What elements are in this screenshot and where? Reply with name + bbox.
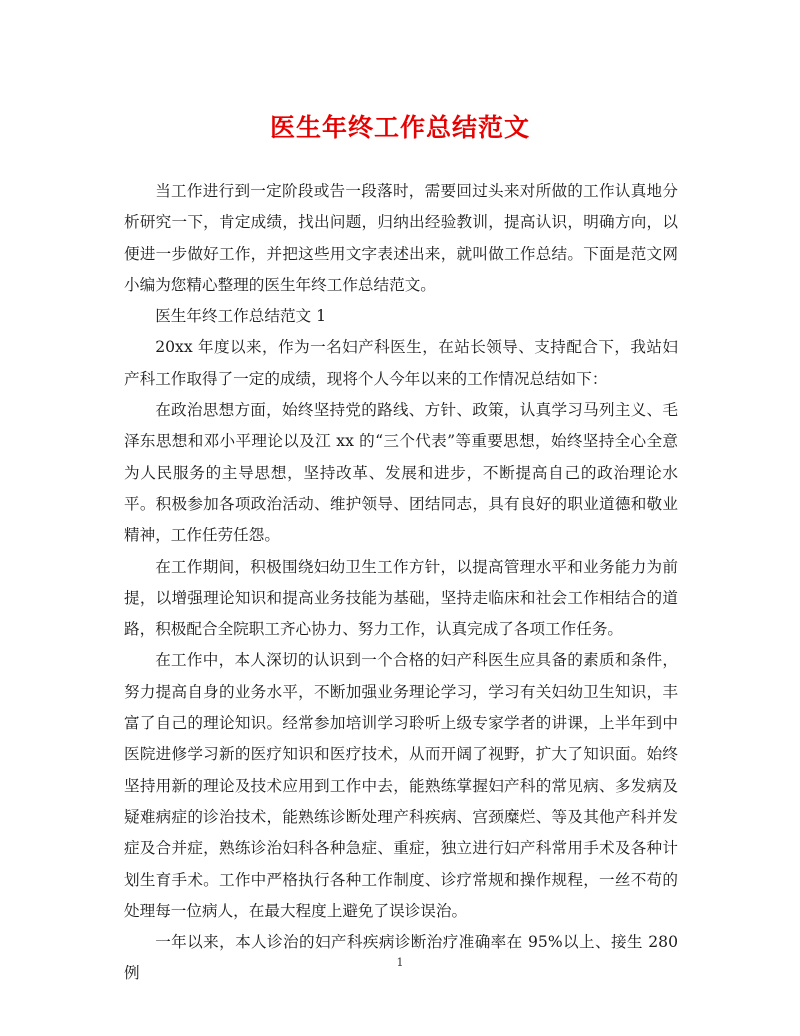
paragraph-year-summary: 一年以来，本人诊治的妇产科疾病诊断治疗准确率在 95%以上、接生 280 例 (124, 933, 678, 983)
document-title: 医生年终工作总结范文 (269, 113, 530, 142)
page-number: 1 (396, 956, 404, 969)
paragraph-overview: 20xx 年度以来，作为一名妇产科医生，在站长领导、支持配合下，我站妇产科工作取得了一定的成绩，现将个人今年以来的工作情况总结如下： (124, 338, 678, 388)
paragraph-intro: 当工作进行到一定阶段或告一段落时，需要回过头来对所做的工作认真地分析研究一下，肯定成绩，找出问题，归纳出经验教训，提高认识，明确方向，以便进一步做好工作，并把这些用文字表述出来，就叫做工作总结。下面是范文网小编为您精心整理的医生年终工作总结范文。 (124, 182, 678, 294)
paragraph-political: 在政治思想方面，始终坚持党的路线、方针、政策，认真学习马列主义、毛泽东思想和邓小平理论以及江 xx 的“三个代表”等重要思想，始终坚持全心全意为人民服务的主导思想，坚持改革、发展和进步，不断提高自己的政治理论水平。积极参加各项政治活动、维护领导、团结同志，具有良好的职业道德和敬业精神，工作任劳任怨。 (124, 401, 678, 545)
document-body (124, 176, 678, 990)
paragraph-work-period: 在工作期间，积极围绕妇幼卫生工作方针，以提高管理水平和业务能力为前提，以增强理论知识和提高业务技能为基础，坚持走临床和社会工作相结合的道路，积极配合全院职工齐心协力、努力工作，认真完成了各项工作任务。 (124, 557, 678, 639)
paragraph-work-detail: 在工作中，本人深切的认识到一个合格的妇产科医生应具备的素质和条件，努力提高自身的业务水平，不断加强业务理论学习，学习有关妇幼卫生知识，丰富了自己的理论知识。经常参加培训学习聆听上级专家学者的讲课，上半年到中医院进修学习新的医疗知识和医疗技术，从而开阔了视野，扩大了知识面。始终坚持用新的理论及技术应用到工作中去，能熟练掌握妇产科的常见病、多发病及疑难病症的诊治技术，能熟练诊断处理产科疾病、宫颈糜烂、等及其他产科并发症及合并症，熟练诊治妇科各种急症、重症，独立进行妇产科常用手术及各种计划生育手术。工作中严格执行各种工作制度、诊疗常规和操作规程，一丝不苟的处理每一位病人，在最大程度上避免了误诊误治。 (124, 651, 678, 920)
paragraph-section-heading: 医生年终工作总结范文 1 (155, 307, 327, 326)
